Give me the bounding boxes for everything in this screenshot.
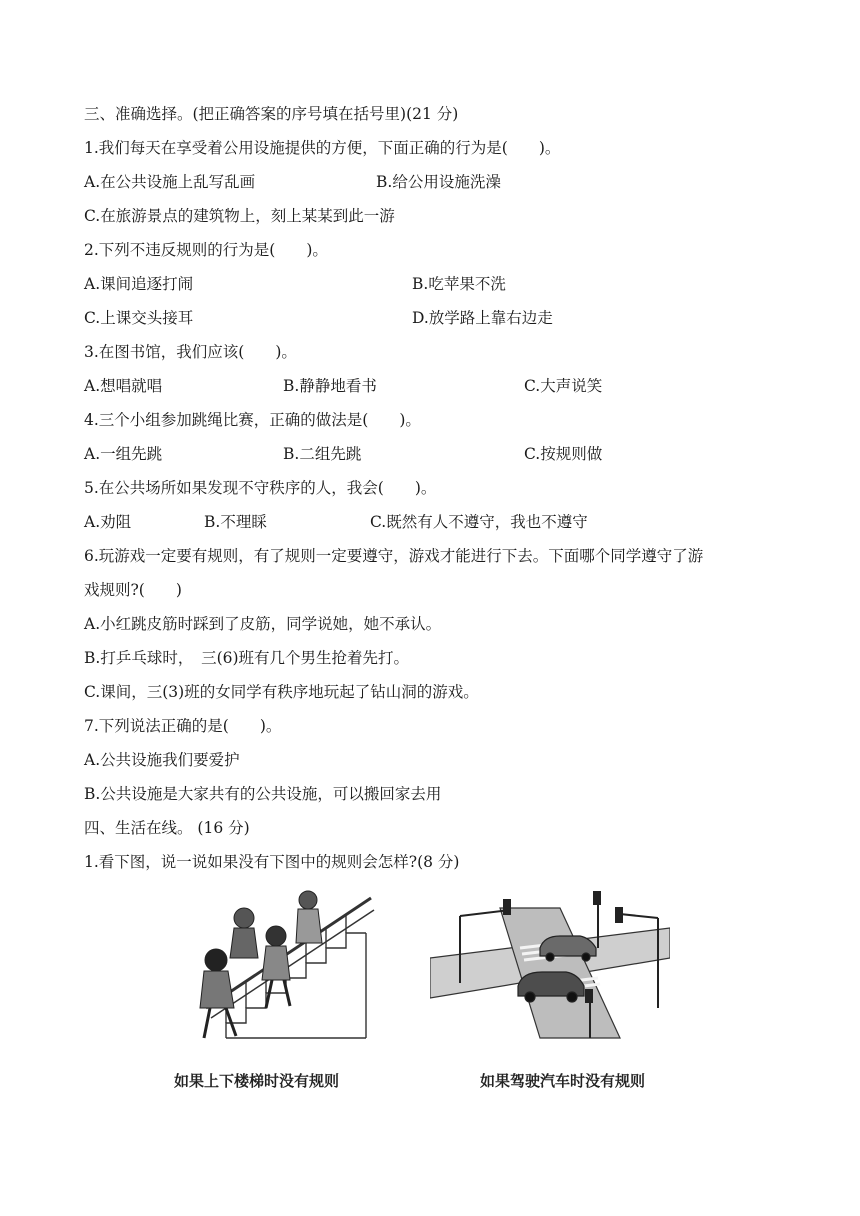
q3-stem: 3.在图书馆，我们应该( )。 (84, 343, 297, 361)
q4-option-a: A.一组先跳 (84, 445, 163, 463)
q2-option-a: A.课间追逐打闹 (84, 275, 194, 293)
section4-heading: 四、生活在线。 (16 分) (84, 819, 250, 837)
traffic-caption: 如果驾驶汽车时没有规则 (480, 1072, 646, 1090)
stairs-illustration (186, 888, 376, 1048)
q5-option-a: A.劝阻 (84, 513, 132, 531)
q6-stem-line2: 戏规则?( ) (84, 581, 182, 599)
q6-option-c: C.课间，三(3)班的女同学有秩序地玩起了钻山洞的游戏。 (84, 683, 479, 701)
q3-option-a: A.想唱就唱 (84, 377, 163, 395)
q7-option-a: A.公共设施我们要爱护 (84, 751, 240, 769)
q4-stem: 4.三个小组参加跳绳比赛，正确的做法是( )。 (84, 411, 421, 429)
q3-option-c: C.大声说笑 (524, 377, 603, 395)
q7-stem: 7.下列说法正确的是( )。 (84, 717, 282, 735)
q2-stem: 2.下列不违反规则的行为是( )。 (84, 241, 328, 259)
q4-option-c: C.按规则做 (524, 445, 603, 463)
s4-q1-stem: 1.看下图，说一说如果没有下图中的规则会怎样?(8 分) (84, 853, 460, 871)
q6-stem-line1: 6.玩游戏一定要有规则，有了规则一定要遵守，游戏才能进行下去。下面哪个同学遵守了游 (84, 547, 704, 565)
section3-heading: 三、准确选择。(把正确答案的序号填在括号里)(21 分) (84, 105, 459, 123)
q7-option-b: B.公共设施是大家共有的公共设施，可以搬回家去用 (84, 785, 442, 803)
q1-option-b: B.给公用设施洗澡 (376, 173, 501, 191)
q2-option-d: D.放学路上靠右边走 (412, 309, 553, 327)
q3-option-b: B.静静地看书 (283, 377, 377, 395)
q2-option-b: B.吃苹果不洗 (412, 275, 506, 293)
q2-option-c: C.上课交头接耳 (84, 309, 194, 327)
q5-option-c: C.既然有人不遵守，我也不遵守 (370, 513, 588, 531)
q1-option-a: A.在公共设施上乱写乱画 (84, 173, 256, 191)
q5-stem: 5.在公共场所如果发现不守秩序的人，我会( )。 (84, 479, 437, 497)
q4-option-b: B.二组先跳 (283, 445, 362, 463)
q5-option-b: B.不理睬 (204, 513, 267, 531)
q1-stem: 1.我们每天在享受着公用设施提供的方便，下面正确的行为是( )。 (84, 139, 561, 157)
stairs-caption: 如果上下楼梯时没有规则 (174, 1072, 340, 1090)
q1-option-c: C.在旅游景点的建筑物上，刻上某某到此一游 (84, 207, 395, 225)
traffic-intersection-illustration (430, 888, 670, 1048)
q6-option-a: A.小红跳皮筋时踩到了皮筋，同学说她，她不承认。 (84, 615, 442, 633)
q6-option-b: B.打乒乓球时， 三(6)班有几个男生抢着先打。 (84, 649, 410, 667)
